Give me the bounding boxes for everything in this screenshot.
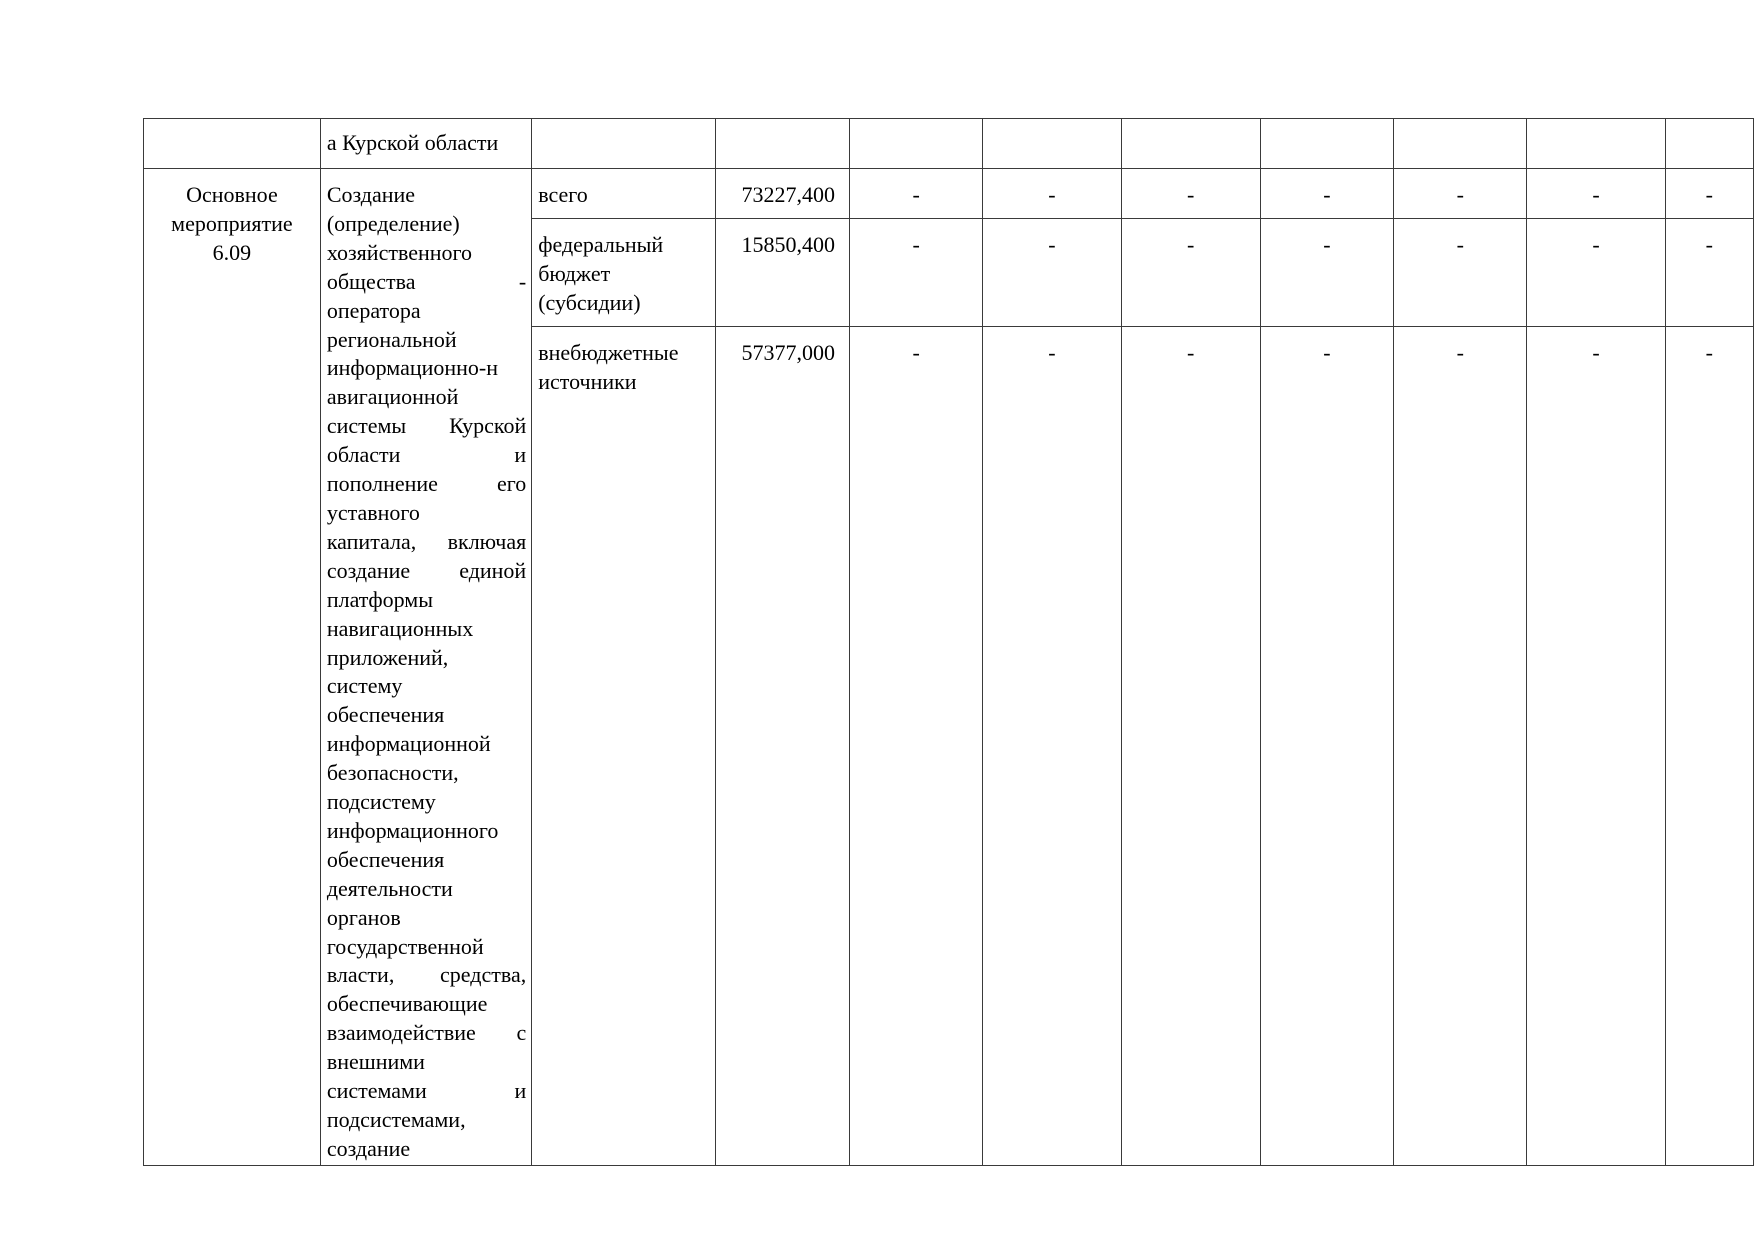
funding-total: 15850,400: [715, 219, 849, 327]
activity-description: [320, 169, 531, 1166]
activity-label-line: 6.09: [212, 239, 252, 265]
cell-empty: [1665, 119, 1753, 169]
activity-label-line: Основное: [186, 182, 278, 207]
year-value: -: [1665, 327, 1753, 1166]
desc-line: взаимодействие с: [326, 1020, 527, 1046]
desc-line: подсистемами,: [326, 1107, 466, 1132]
desc-line: пополнение его: [326, 471, 527, 497]
desc-line: государственной: [326, 933, 484, 959]
year-value: -: [1665, 169, 1753, 219]
desc-line: хозяйственного: [326, 239, 472, 265]
cell-empty: [850, 119, 983, 169]
desc-line: подсистему: [326, 789, 436, 815]
year-value: -: [983, 169, 1121, 219]
funding-total: 57377,000: [715, 327, 849, 1166]
desc-line: (определение): [326, 210, 460, 236]
desc-line: власти, средства,: [326, 962, 527, 988]
desc-line: информационно-н: [326, 355, 499, 381]
year-value: -: [1527, 327, 1665, 1166]
desc-line: создание: [326, 1135, 411, 1161]
cell-empty: [532, 119, 715, 169]
desc-line: оператора: [326, 297, 421, 323]
year-value: -: [1394, 169, 1527, 219]
desc-line: авигационной: [326, 384, 459, 410]
year-value: -: [1394, 327, 1527, 1166]
year-value: -: [983, 219, 1121, 327]
desc-line: приложений,: [326, 644, 449, 670]
funding-source: федеральный бюджет (субсидии): [532, 219, 715, 327]
desc-line: информационной: [326, 731, 491, 757]
continuation-text: а Курской области: [320, 119, 531, 169]
year-value: -: [850, 169, 983, 219]
year-value: -: [1121, 169, 1260, 219]
desc-line: обеспечения: [326, 846, 445, 872]
desc-line: органов: [326, 904, 401, 930]
desc-line: системами и: [326, 1078, 527, 1104]
desc-line: уставного: [326, 499, 420, 525]
desc-line: навигационных: [326, 615, 474, 641]
year-value: -: [850, 327, 983, 1166]
desc-line: обеспечивающие: [326, 991, 488, 1017]
year-value: -: [1527, 169, 1665, 219]
year-value: -: [1121, 327, 1260, 1166]
cell-empty: [1394, 119, 1527, 169]
cell-empty: [144, 119, 321, 169]
desc-line: области и: [326, 442, 527, 468]
desc-line: систему: [326, 673, 403, 699]
desc-line: внешними: [326, 1049, 425, 1075]
year-value: -: [1121, 219, 1260, 327]
year-value: -: [1260, 219, 1393, 327]
cell-empty: [1527, 119, 1665, 169]
year-value: -: [1527, 219, 1665, 327]
cell-empty: [1260, 119, 1393, 169]
continuation-row: [144, 119, 1754, 169]
funding-source: всего: [532, 169, 715, 219]
year-value: -: [850, 219, 983, 327]
desc-line: общества -: [326, 268, 527, 294]
desc-line: Создание: [326, 182, 416, 207]
cell-empty: [983, 119, 1121, 169]
desc-line: платформы: [326, 586, 434, 612]
desc-line: безопасности,: [326, 760, 459, 786]
funding-source: внебюджетные источники: [532, 327, 715, 1166]
year-value: -: [1394, 219, 1527, 327]
year-value: -: [1260, 327, 1393, 1166]
desc-line: капитала, включая: [326, 528, 527, 554]
cell-empty: [715, 119, 849, 169]
funding-total: 73227,400: [715, 169, 849, 219]
funding-table: [143, 118, 1754, 1166]
year-value: -: [1665, 219, 1753, 327]
funding-row-total: [144, 169, 1754, 219]
desc-line: системы Курской: [326, 413, 527, 439]
year-value: -: [1260, 169, 1393, 219]
year-value: -: [983, 327, 1121, 1166]
cell-empty: [1121, 119, 1260, 169]
desc-line: информационного: [326, 817, 499, 843]
activity-label-line: мероприятие: [171, 210, 293, 236]
desc-line: региональной: [326, 326, 457, 352]
desc-line: обеспечения: [326, 702, 445, 728]
desc-line: деятельности: [326, 875, 453, 901]
desc-line: создание единой: [326, 557, 527, 583]
activity-label: [144, 169, 321, 1166]
